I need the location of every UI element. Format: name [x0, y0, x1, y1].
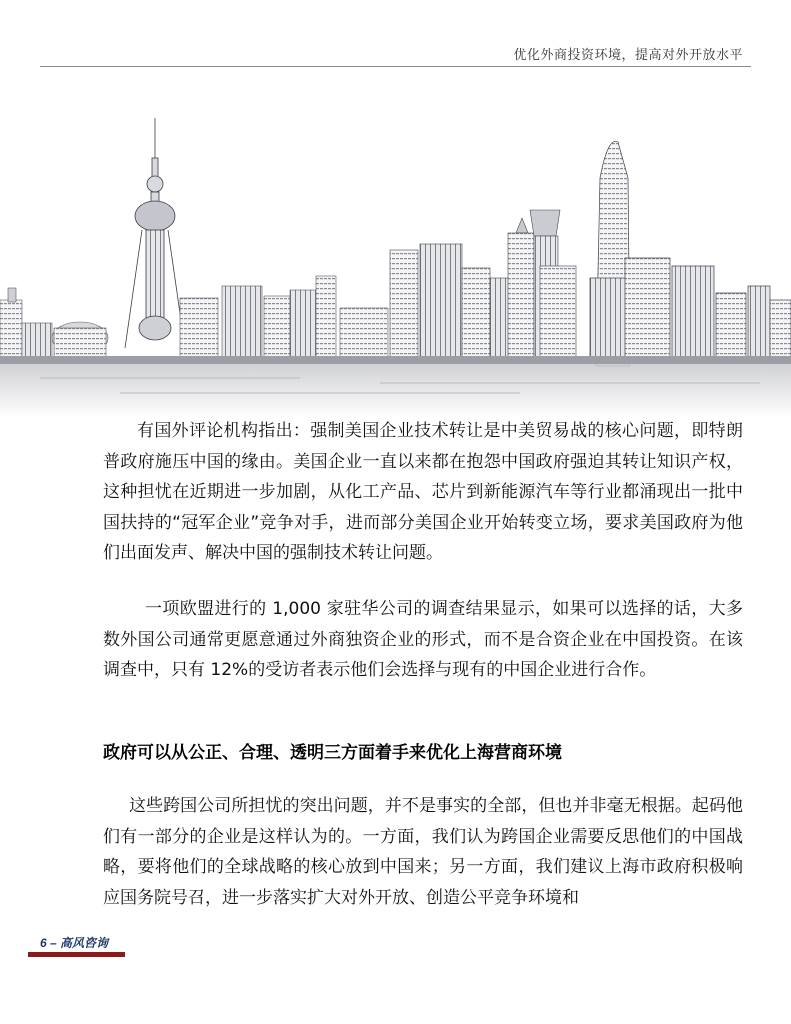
city-skyline-illustration: [0, 118, 791, 418]
header-title: 优化外商投资环境，提高对外开放水平: [513, 48, 743, 63]
paragraph-recommendations: 这些跨国公司所担忧的突出问题，并不是事实的全部，但也并非毫无根据。起码他们有一部分的企业是这样认为的。一方面，我们认为跨国企业需要反思他们的中国战略，要将他们的全球战略的核心放到中国来；另一方面，我们建议上海市政府积极响应国务院号召，进一步落实扩大对外开放、创造公平竞争环境和: [103, 796, 743, 908]
header-rule: [40, 66, 751, 67]
paragraph-eu-survey: 一项欧盟进行的 1,000 家驻华公司的调查结果显示，如果可以选择的话，大多数外国公司通常更愿意通过外商独资企业的形式，而不是合资企业在中国投资。在该调查中，只有 12%的受访者表示他们会选择与现有的中国企业进行合作。: [103, 599, 743, 680]
footer-accent-bar: [28, 952, 125, 957]
footer-page-label: 6 – 高风咨询: [40, 936, 109, 950]
section-heading: 政府可以从公正、合理、透明三方面着手来优化上海营商环境: [103, 743, 562, 763]
paragraph-tech-transfer: 有国外评论机构指出：强制美国企业技术转让是中美贸易战的核心问题，即特朗普政府施压中国的缘由。美国企业一直以来都在抱怨中国政府强迫其转让知识产权，这种担忧在近期进一步加剧，从化工产品、芯片到新能源汽车等行业都涌现出一批中国扶持的“冠军企业”竞争对手，进而部分美国企业开始转变立场，要求美国政府为他们出面发声、解决中国的强制技术转让问题。: [103, 421, 743, 563]
